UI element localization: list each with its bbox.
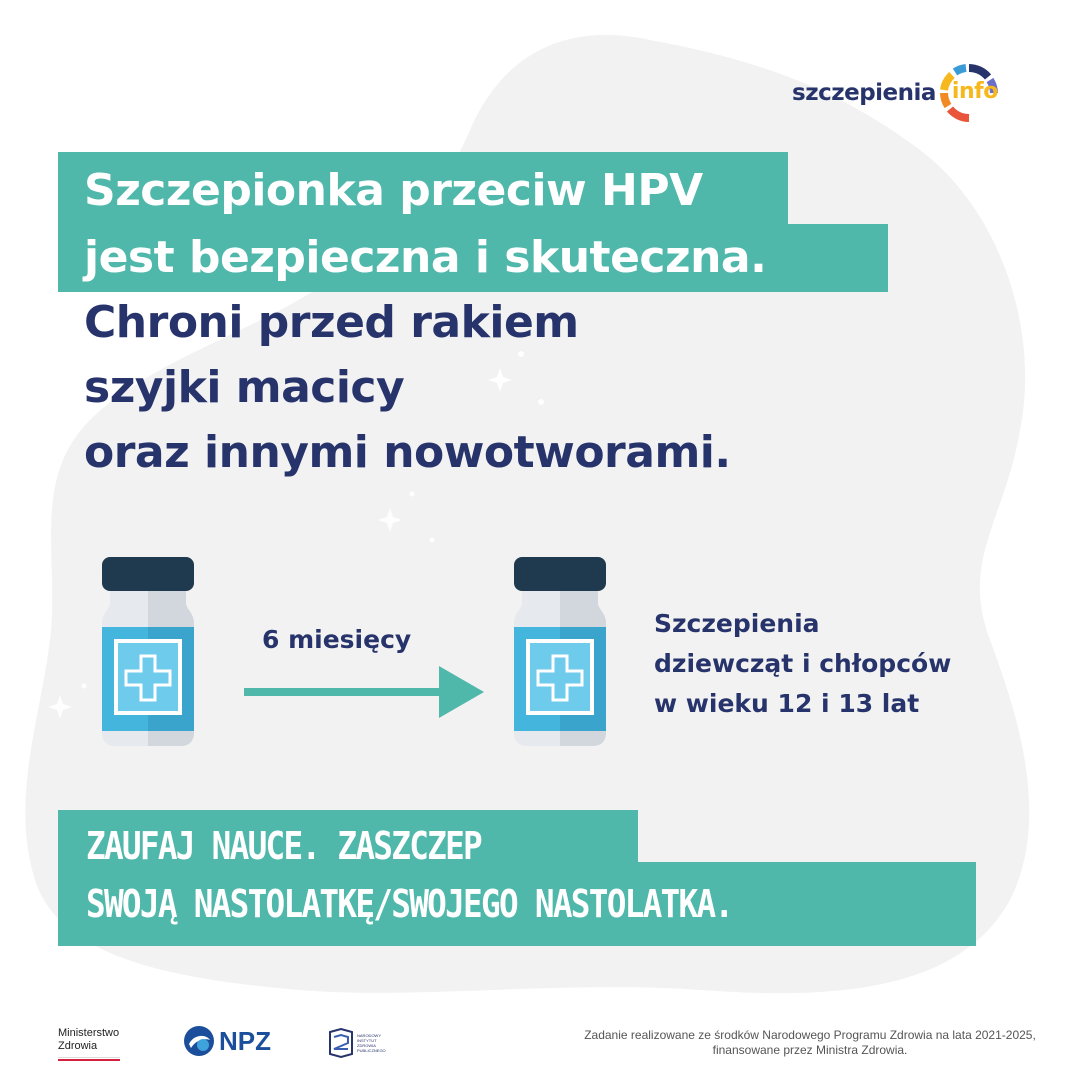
arrow-right-icon (244, 666, 486, 718)
headline-line-5: oraz innymi nowotworami. (84, 427, 731, 478)
schedule-description-line-2: dziewcząt i chłopców (654, 649, 952, 678)
flag-stripe (58, 1057, 120, 1061)
vaccine-vial-icon (98, 555, 198, 750)
npz-emblem-icon (182, 1024, 216, 1058)
cta-line-2: SWOJĄ NASTOLATKĘ/SWOJEGO NASTOLATKA. (86, 882, 733, 926)
nizp-text-block (357, 1033, 386, 1053)
logo-ring-icon (938, 62, 1000, 124)
schedule-description-line-3: w wieku 12 i 13 lat (654, 689, 920, 718)
ministry-logo (58, 1027, 120, 1061)
nizp-logo (328, 1028, 386, 1058)
nizp-line-1: NARODOWY (357, 1033, 381, 1038)
npz-text: NPZ (219, 1025, 271, 1056)
brand-logo (792, 62, 1000, 124)
headline-line-2: jest bezpieczna i skuteczna. (84, 232, 767, 283)
nizp-line-3: ZDROWIA (357, 1043, 376, 1048)
vaccine-vial-icon (510, 555, 610, 750)
headline-line-1: Szczepionka przeciw HPV (84, 165, 703, 216)
logo-brand-text: szczepienia (792, 80, 936, 106)
nizp-emblem-icon (328, 1028, 354, 1058)
nizp-line-4: PUBLICZNEGO (357, 1048, 386, 1053)
funding-line-2: finansowane przez Ministra Zdrowia. (712, 1043, 908, 1057)
npz-logo (182, 1024, 271, 1058)
funding-line-1: Zadanie realizowane ze środków Narodowego Programu Zdrowia na lata 2021-2025, (584, 1028, 1036, 1042)
logo-suffix-text: info (951, 79, 998, 104)
cta-line-1: ZAUFAJ NAUCE. ZASZCZEP (86, 824, 482, 868)
ministry-line-1: Ministerstwo (58, 1027, 120, 1039)
nizp-line-2: INSTYTUT (357, 1038, 377, 1043)
ministry-line-2: Zdrowia (58, 1040, 98, 1052)
funding-note (570, 1028, 1050, 1058)
headline-line-4: szyjki macicy (84, 362, 405, 413)
interval-label: 6 miesięcy (262, 625, 412, 654)
headline-line-3: Chroni przed rakiem (84, 297, 579, 348)
schedule-description-line-1: Szczepienia (654, 609, 820, 638)
